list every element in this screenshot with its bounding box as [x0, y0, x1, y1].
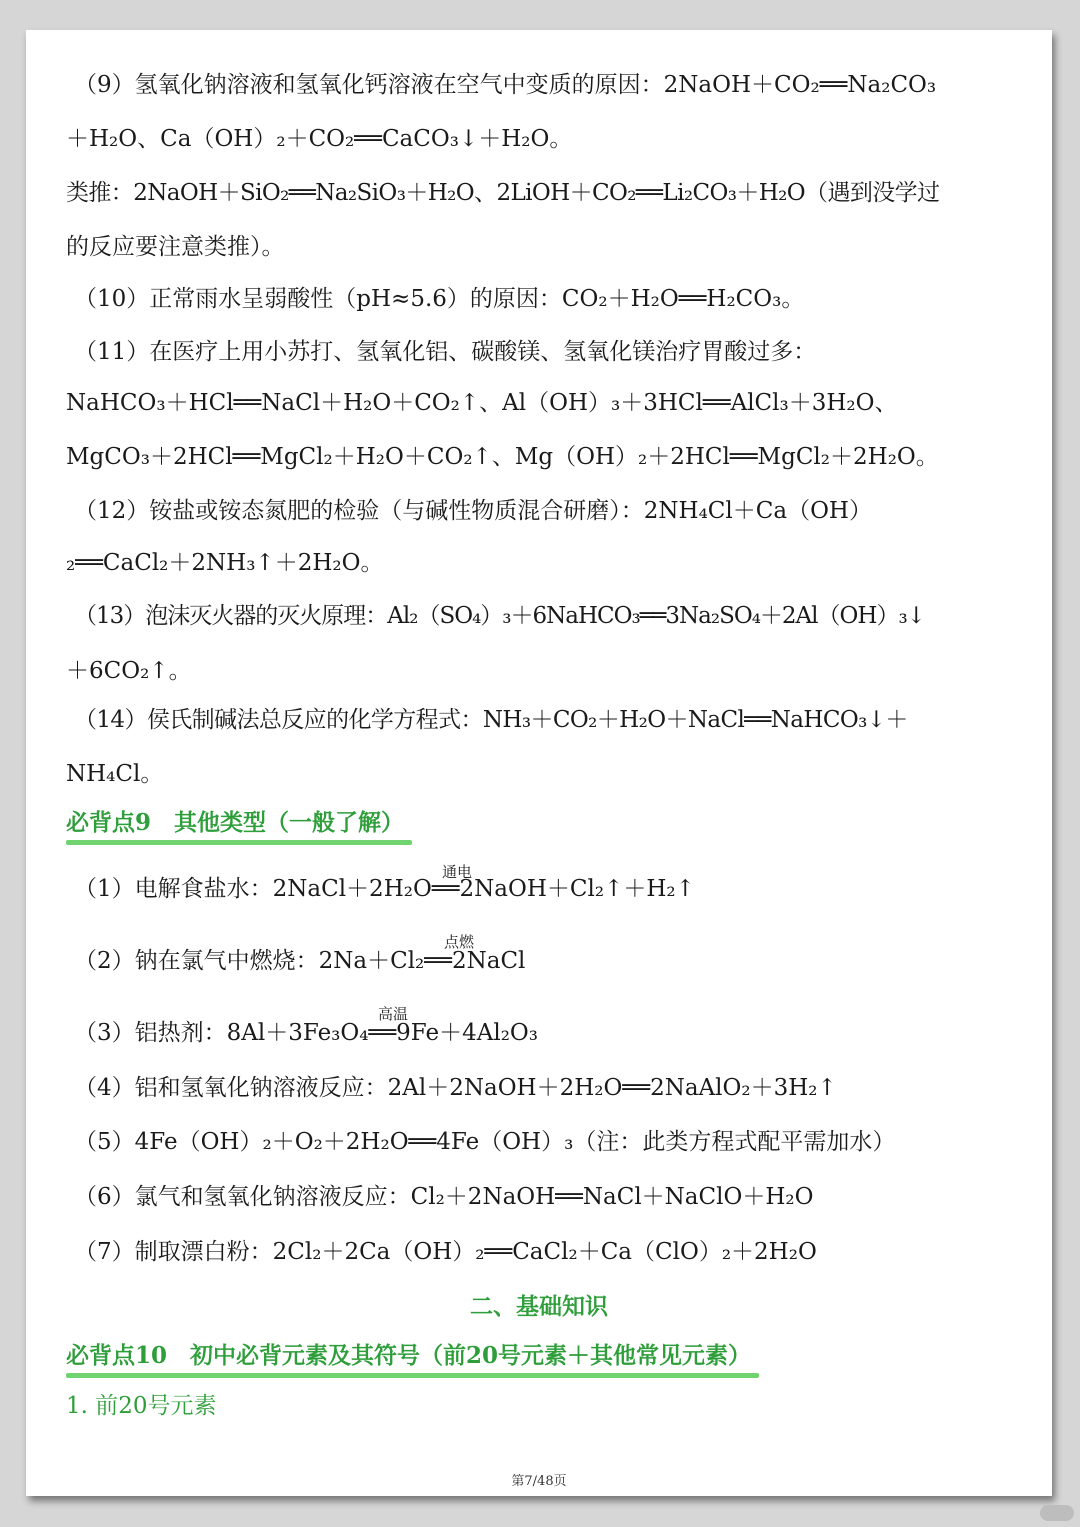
text-line: MgCO₃＋2HCl══MgCl₂＋H₂O＋CO₂↑、Mg（OH）₂＋2HCl══MgCl₂＋2H₂O。 — [66, 444, 939, 470]
reaction-condition: 通电 — [442, 863, 473, 881]
text-line: NH₄Cl。 — [66, 761, 164, 787]
text-line: ＋H₂O、Ca（OH）₂＋CO₂══CaCO₃↓＋H₂O。 — [66, 126, 573, 152]
text-line: NaHCO₃＋HCl══NaCl＋H₂O＋CO₂↑、Al（OH）₃＋3HCl══AlCl₃＋3H₂O、 — [66, 390, 898, 416]
equation-line: （1）电解食盐水：2NaCl＋2H₂O══2NaOH＋Cl₂↑＋H₂↑ — [74, 876, 695, 902]
part-title: 二、基础知识 — [470, 1293, 608, 1320]
text-line: ＋6CO₂↑。 — [66, 658, 192, 684]
text-line: 的反应要注意类推）。 — [66, 234, 285, 260]
text-line: （13）泡沫灭火器的灭火原理：Al₂（SO₄）₃＋6NaHCO₃══3Na₂SO₄＋2Al（OH）₃↓ — [74, 603, 925, 629]
equation-line: （6）氯气和氢氧化钠溶液反应：Cl₂＋2NaOH══NaCl＋NaClO＋H₂O — [74, 1184, 814, 1210]
equation-line: （3）铝热剂：8Al＋3Fe₃O₄══9Fe＋4Al₂O₃ — [74, 1020, 539, 1046]
watermark-logo — [1040, 1505, 1074, 1521]
text-line: 类推：2NaOH＋SiO₂══Na₂SiO₃＋H₂O、2LiOH＋CO₂══Li₂CO₃＋H₂O（遇到没学过 — [66, 180, 940, 206]
reaction-condition: 点燃 — [444, 933, 475, 951]
subsection-title: 1. 前20号元素 — [66, 1393, 217, 1419]
equation-line: （2）钠在氯气中燃烧：2Na＋Cl₂══2NaCl — [74, 948, 526, 974]
section-heading-9: 必背点9 其他类型（一般了解） — [66, 808, 404, 841]
text-line: （9）氢氧化钠溶液和氢氧化钙溶液在空气中变质的原因：2NaOH＋CO₂══Na₂CO₃ — [74, 72, 937, 98]
text-line: （14）侯氏制碱法总反应的化学方程式：NH₃＋CO₂＋H₂O＋NaCl══NaHCO₃↓＋ — [74, 707, 908, 733]
text-line: （12）铵盐或铵态氮肥的检验（与碱性物质混合研磨）：2NH₄Cl＋Ca（OH） — [74, 498, 872, 524]
equation-line: （4）铝和氢氧化钠溶液反应：2Al＋2NaOH＋2H₂O══2NaAlO₂＋3H₂↑ — [74, 1075, 837, 1101]
text-line: （11）在医疗上用小苏打、氢氧化铝、碳酸镁、氢氧化镁治疗胃酸过多： — [74, 339, 817, 365]
text-line: （10）正常雨水呈弱酸性（pH≈5.6）的原因：CO₂＋H₂O══H₂CO₃。 — [74, 286, 805, 312]
page-number: 第7/48页 — [511, 1474, 567, 1489]
text-line: ₂══CaCl₂＋2NH₃↑＋2H₂O。 — [66, 550, 384, 576]
equation-line: （5）4Fe（OH）₂＋O₂＋2H₂O══4Fe（OH）₃（注：此类方程式配平需加水） — [74, 1129, 896, 1155]
document-page — [26, 30, 1052, 1496]
reaction-condition: 高温 — [378, 1005, 409, 1023]
section-heading-10: 必背点10 初中必背元素及其符号（前20号元素＋其他常见元素） — [66, 1341, 751, 1374]
equation-line: （7）制取漂白粉：2Cl₂＋2Ca（OH）₂══CaCl₂＋Ca（ClO）₂＋2H₂O — [74, 1239, 817, 1265]
